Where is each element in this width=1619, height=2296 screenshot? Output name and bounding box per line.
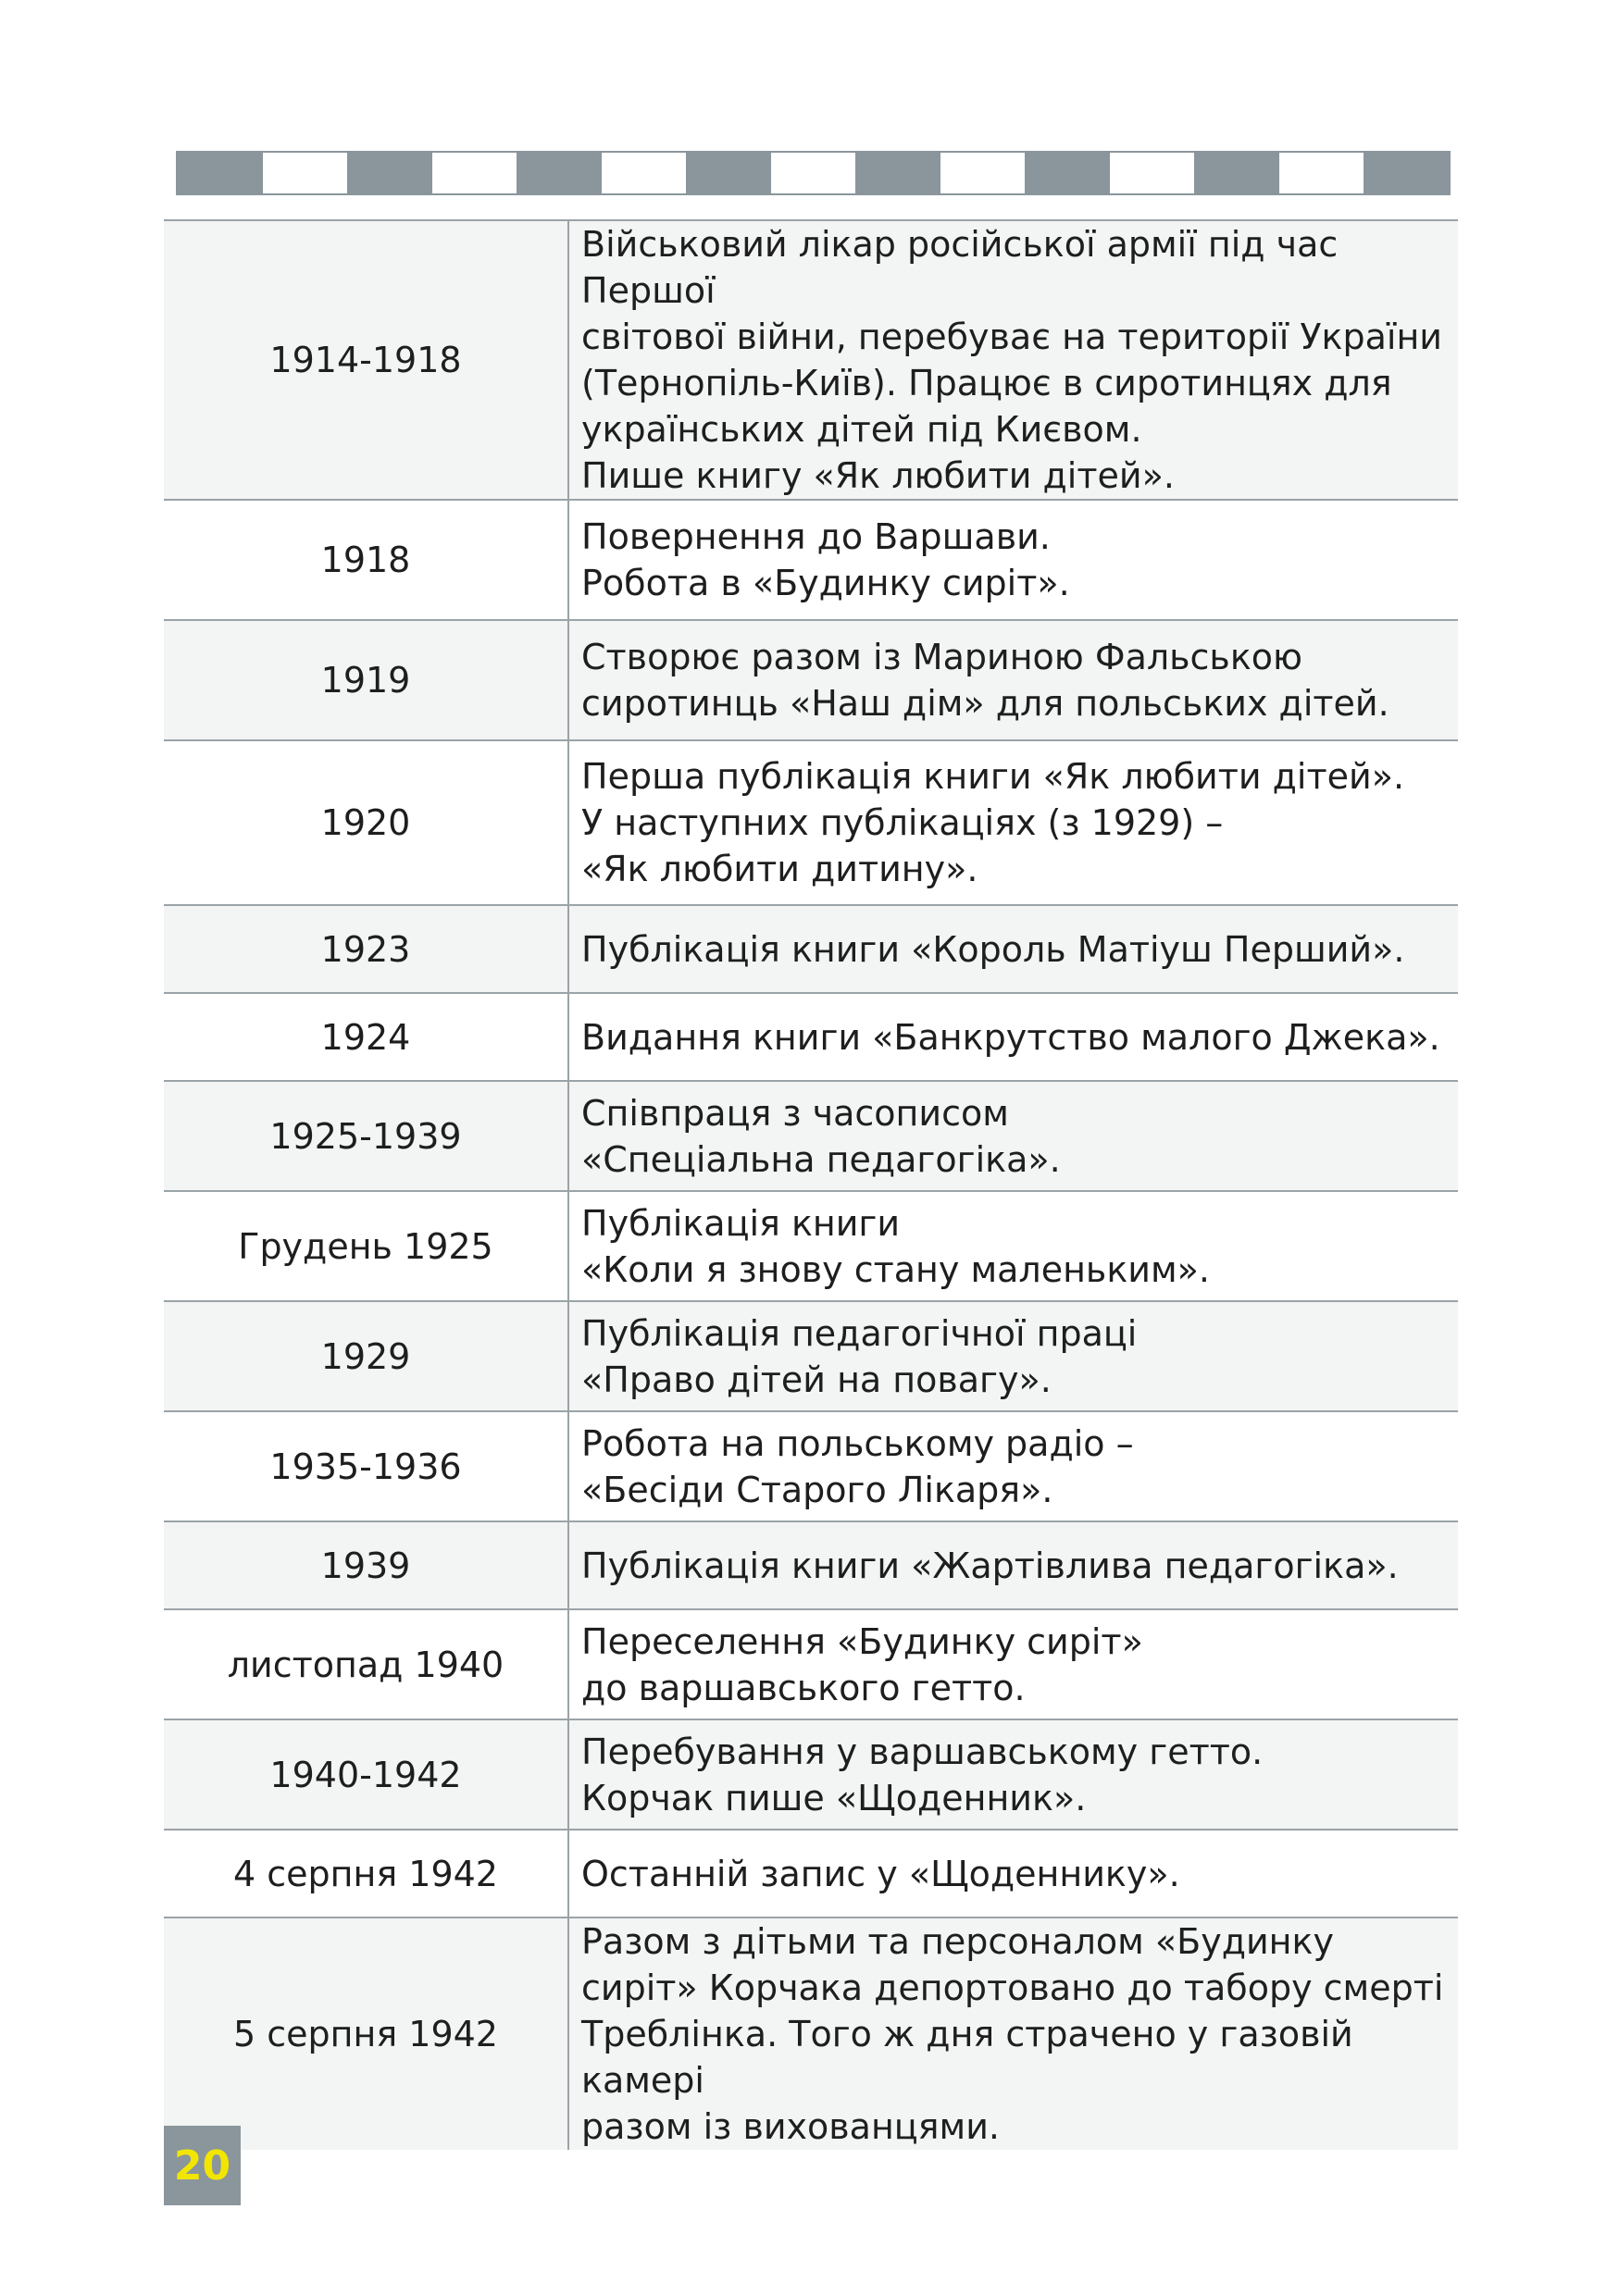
timeline-table — [164, 219, 1458, 2150]
row-event-text: Публікація педагогічної праці «Право дітей на повагу». — [581, 1312, 1138, 1400]
row-date: 1935-1936 — [164, 1411, 568, 1521]
row-event — [568, 1521, 1458, 1609]
stripe-segment — [178, 153, 263, 193]
row-event-text: Перебування у варшавському гетто. Корчак пише «Щоденник». — [581, 1731, 1264, 1818]
row-event — [568, 1191, 1458, 1301]
page-number: 20 — [164, 2126, 241, 2205]
table-row — [164, 500, 1458, 620]
table-row — [164, 1719, 1458, 1830]
table-row — [164, 1081, 1458, 1191]
row-event — [568, 740, 1458, 905]
stripe-segment — [1025, 153, 1110, 193]
stripe-segment — [771, 153, 856, 193]
table-row — [164, 1609, 1458, 1719]
table-row — [164, 1411, 1458, 1521]
stripe-segment — [602, 153, 687, 193]
row-date: 1918 — [164, 500, 568, 620]
table-row — [164, 1917, 1458, 2150]
stripe-segment — [347, 153, 432, 193]
table-row — [164, 220, 1458, 500]
row-date: 1939 — [164, 1521, 568, 1609]
table-row — [164, 1301, 1458, 1411]
stripe-segment — [855, 153, 940, 193]
stripe-segment — [686, 153, 771, 193]
row-event — [568, 993, 1458, 1081]
row-event — [568, 1719, 1458, 1830]
row-date: листопад 1940 — [164, 1609, 568, 1719]
decorative-stripe — [176, 151, 1451, 195]
row-event — [568, 620, 1458, 740]
row-event — [568, 500, 1458, 620]
row-event-text: Публікація книги «Коли я знову стану маленьким». — [581, 1202, 1210, 1290]
stripe-segment — [1194, 153, 1279, 193]
row-date: 1914-1918 — [164, 220, 568, 500]
row-date: 1924 — [164, 993, 568, 1081]
row-event-text: Військовий лікар російської армії під час Першої світової війни, перебуває на території України (Тернопіль-Київ). Працює в сиротинцях для українських дітей під Києвом. Пише книгу «Як любити дітей». — [581, 224, 1442, 496]
table-row — [164, 740, 1458, 905]
row-date: 1923 — [164, 905, 568, 993]
stripe-segment — [1364, 153, 1449, 193]
row-event — [568, 1411, 1458, 1521]
row-date: 4 серпня 1942 — [164, 1830, 568, 1917]
table-row — [164, 620, 1458, 740]
stripe-segment — [263, 153, 348, 193]
row-date: Грудень 1925 — [164, 1191, 568, 1301]
row-event — [568, 1917, 1458, 2150]
row-event — [568, 1081, 1458, 1191]
row-event-text: Публікація книги «Король Матіуш Перший». — [581, 928, 1405, 970]
row-event-text: Робота на польському радіо – «Бесіди Старого Лікаря». — [581, 1422, 1134, 1510]
row-date: 1940-1942 — [164, 1719, 568, 1830]
stripe-segment — [432, 153, 517, 193]
row-event-text: Переселення «Будинку сиріт» до варшавського гетто. — [581, 1620, 1143, 1708]
row-date: 1919 — [164, 620, 568, 740]
row-event — [568, 1830, 1458, 1917]
table-row — [164, 1191, 1458, 1301]
row-event-text: Створює разом із Мариною Фальською сиротинць «Наш дім» для польських дітей. — [581, 637, 1389, 724]
row-event-text: Видання книги «Банкрутство малого Джека». — [581, 1016, 1440, 1058]
stripe-segment — [1110, 153, 1195, 193]
stripe-segment — [517, 153, 602, 193]
row-event-text: Співпраця з часописом «Спеціальна педагогіка». — [581, 1092, 1061, 1180]
row-date: 1925-1939 — [164, 1081, 568, 1191]
row-event — [568, 220, 1458, 500]
stripe-segment — [940, 153, 1026, 193]
table-row — [164, 905, 1458, 993]
row-date: 5 серпня 1942 — [164, 1917, 568, 2150]
table-row — [164, 1830, 1458, 1917]
row-event-text: Повернення до Варшави. Робота в «Будинку сиріт». — [581, 516, 1070, 603]
row-event-text: Разом з дітьми та персоналом «Будинку сиріт» Корчака депортовано до табору смерті Треблінка. Того ж дня страчено у газовій камері разом із вихованцями. — [581, 1921, 1444, 2147]
table-row — [164, 1521, 1458, 1609]
stripe-segment — [1279, 153, 1364, 193]
table-row — [164, 993, 1458, 1081]
row-date: 1929 — [164, 1301, 568, 1411]
row-date: 1920 — [164, 740, 568, 905]
row-event-text: Публікація книги «Жартівлива педагогіка». — [581, 1545, 1399, 1586]
row-event-text: Перша публікація книги «Як любити дітей». У наступних публікаціях (з 1929) – «Як любити дитину». — [581, 756, 1405, 889]
row-event — [568, 1301, 1458, 1411]
row-event — [568, 1609, 1458, 1719]
row-event-text: Останній запис у «Щоденнику». — [581, 1853, 1180, 1894]
row-event — [568, 905, 1458, 993]
